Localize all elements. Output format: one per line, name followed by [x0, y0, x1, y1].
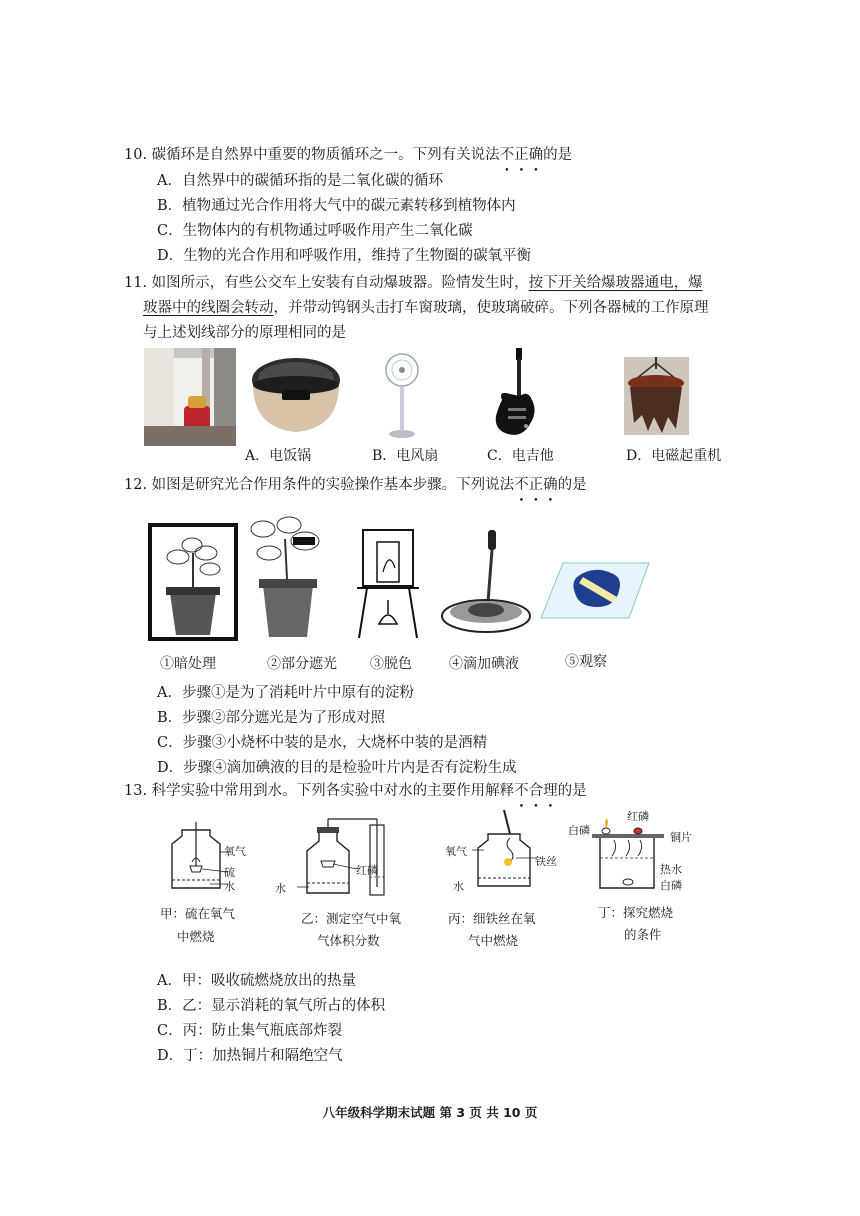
- bing-oxygen-label: 氧气: [445, 845, 467, 858]
- q13-option-b: B．乙：显示消耗的氧气所占的体积: [157, 998, 386, 1014]
- bing-water-label: 水: [453, 880, 464, 893]
- jia-water-label: 水: [224, 880, 235, 893]
- q13-number: 13.: [124, 783, 148, 799]
- q11-caption-b: B．电风扇: [372, 448, 439, 464]
- ding-red-phosphorus-label: 红磷: [627, 810, 649, 823]
- q12-stem: 12. 如图是研究光合作用条件的实验操作基本步骤。下列说法不正确的是: [124, 477, 587, 493]
- q12-step-5: ⑤观察: [565, 654, 607, 670]
- q12-step-3: ③脱色: [370, 656, 412, 672]
- q12-option-a: A．步骤①是为了消耗叶片中原有的淀粉: [157, 685, 414, 701]
- electromagnetic-crane-photo: [624, 357, 689, 435]
- bing-iron-wire-label: 铁丝: [535, 855, 557, 868]
- electric-fan-icon: [382, 352, 422, 442]
- yi-caption-line2: 气体积分数: [317, 933, 380, 948]
- jia-sulfur-label: 硫: [224, 866, 235, 879]
- q10-option-a: A．自然界中的碳循环指的是二氧化碳的循环: [157, 173, 443, 189]
- q10-option-c: C．生物体内的有机物通过呼吸作用产生二氧化碳: [157, 223, 473, 239]
- q11-stem-line2: 玻器中的线圈会转动，并带动钨钢头击打车窗玻璃，使玻璃破碎。下列各器械的工作原理: [143, 300, 709, 316]
- q10-option-d: D．生物的光合作用和呼吸作用，维持了生物圈的碳氧平衡: [157, 248, 532, 264]
- dark-treatment-plant-icon: [148, 523, 238, 641]
- electric-guitar-icon: [488, 346, 540, 440]
- q13-option-d: D．丁：加热铜片和隔绝空气: [157, 1048, 343, 1064]
- q13-option-c: C．丙：防止集气瓶底部炸裂: [157, 1023, 343, 1039]
- q12-option-d: D．步骤④滴加碘液的目的是检验叶片内是否有淀粉生成: [157, 760, 517, 776]
- q12-option-b: B．步骤②部分遮光是为了形成对照: [157, 710, 386, 726]
- bing-caption-line2: 气中燃烧: [468, 933, 519, 948]
- yi-caption-line1: 乙：测定空气中氧: [301, 911, 402, 926]
- q10-number: 10.: [124, 147, 148, 163]
- iron-wire-combustion-diagram: [470, 810, 540, 890]
- bing-caption-line1: 丙：细铁丝在氧: [448, 911, 536, 926]
- q11-stem-line1: 11. 如图所示，有些公交车上安装有自动爆玻器。险情发生时，按下开关给爆玻器通电，爆: [124, 275, 703, 291]
- page-footer: 八年级科学期末试题 第 3 页 共 10 页: [322, 1105, 538, 1120]
- ding-hot-water-label: 热水: [660, 863, 682, 876]
- yi-red-phosphorus-label: 红磷: [356, 864, 378, 877]
- bus-glass-breaker-photo: [144, 348, 236, 446]
- q13-option-a: A．甲：吸收硫燃烧放出的热量: [157, 973, 356, 989]
- q11-caption-c: C．电吉他: [487, 448, 554, 464]
- q12-step-4: ④滴加碘液: [449, 656, 519, 672]
- q13-stem: 13. 科学实验中常用到水。下列各实验中对水的主要作用解释不合理的是: [124, 783, 587, 799]
- q11-stem-line3: 与上述划线部分的原理相同的是: [143, 325, 346, 341]
- jia-caption-line1: 甲：硫在氧气: [160, 906, 236, 921]
- decolorizing-beaker-icon: [355, 528, 421, 640]
- ding-white-phosphorus-top-label: 白磷: [568, 824, 590, 837]
- q12-step-1: ①暗处理: [160, 656, 216, 672]
- jia-caption-line2: 中燃烧: [177, 929, 215, 944]
- partial-shading-plant-icon: [245, 513, 330, 643]
- q10-option-b: B．植物通过光合作用将大气中的碳元素转移到植物体内: [157, 198, 516, 214]
- q11-caption-d: D．电磁起重机: [626, 448, 722, 464]
- yi-water-label: 水: [275, 882, 286, 895]
- q11-caption-a: A．电饭锅: [245, 448, 312, 464]
- ding-caption-line1: 丁：探究燃烧: [598, 905, 674, 920]
- q10-stem: 10. 碳循环是自然界中重要的物质循环之一。下列有关说法不正确的是: [124, 147, 573, 163]
- jia-oxygen-label: 氧气: [224, 845, 246, 858]
- observed-leaf-icon: [541, 563, 649, 618]
- combustion-conditions-diagram: [592, 822, 664, 892]
- ding-caption-line2: 的条件: [624, 927, 662, 942]
- q12-step-2: ②部分遮光: [267, 656, 337, 672]
- air-oxygen-measurement-diagram: [297, 817, 393, 897]
- ding-copper-sheet-label: 铜片: [670, 831, 692, 844]
- ding-white-phosphorus-bottom-label: 白磷: [660, 879, 682, 892]
- iodine-dropper-dish-icon: [440, 530, 532, 640]
- q11-number: 11.: [124, 275, 148, 291]
- q12-option-c: C．步骤③小烧杯中装的是水，大烧杯中装的是酒精: [157, 735, 488, 751]
- rice-cooker-icon: [250, 354, 342, 436]
- q12-number: 12.: [124, 477, 148, 493]
